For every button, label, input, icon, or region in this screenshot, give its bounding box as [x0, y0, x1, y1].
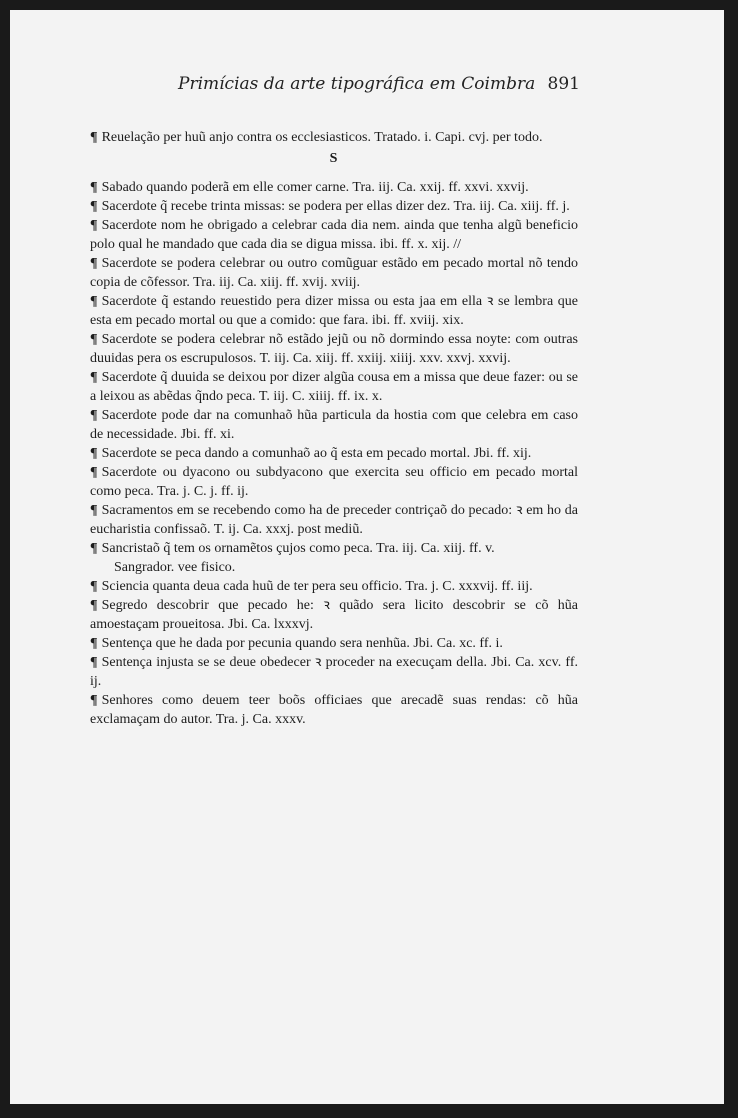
index-entry: [90, 178, 578, 197]
index-entry: [90, 577, 578, 596]
entry-text: Sangrador. vee fisico.: [114, 560, 236, 575]
pilcrow-mark: ¶: [90, 693, 98, 708]
index-entry: [90, 406, 578, 444]
index-entry: [90, 539, 578, 558]
pilcrow-mark: ¶: [90, 598, 98, 613]
index-entry: [90, 292, 578, 330]
entry-text: Sacerdote se podera celebrar ou outro comũguar estãdo em pecado mortal nõ tendo copia de cõfessor. Tra. iij. Ca. xiij. ff. xvij. xviij.: [90, 256, 578, 290]
index-entry: [90, 368, 578, 406]
pilcrow-mark: ¶: [90, 465, 98, 480]
entry-text: Sacerdote q̃ estando reuestido pera dizer missa ou esta jaa em ella ꝛ se lembra que esta em pecado mortal ou que a comido: que fara. ibi. ff. xviij. xix.: [90, 294, 578, 328]
index-entry: [90, 330, 578, 368]
entry-text: Sentença que he dada por pecunia quando sera nenhũa. Jbi. Ca. xc. ff. i.: [101, 636, 503, 651]
index-entry: [90, 254, 578, 292]
entry-text: Segredo descobrir que pecado he: ꝛ quãdo sera licito descobrir se cõ hũa amoestaçam proueitosa. Jbi. Ca. lxxxvj.: [90, 598, 578, 632]
index-entry: [90, 216, 578, 254]
entry-text: Reuelação per huũ anjo contra os ecclesiasticos. Tratado. i. Capi. cvj. per todo.: [101, 130, 543, 145]
index-entry: [90, 128, 578, 147]
entry-text: Sacerdote se peca dando a comunhaõ ao q̃ esta em pecado mortal. Jbi. ff. xij.: [101, 446, 532, 461]
pilcrow-mark: ¶: [90, 655, 98, 670]
entry-text: Sacerdote q̃ duuida se deixou por dizer algũa cousa em a missa que deue fazer: ou se a leixou as abẽdas q̃ndo peca. T. iij. C. xiiij. ff. ix. x.: [90, 370, 578, 404]
entry-text: Sentença injusta se se deue obedecer ꝛ proceder na execuçam della. Jbi. Ca. xcv. ff. ij.: [90, 655, 578, 689]
index-entry: [90, 501, 578, 539]
entry-text: Sciencia quanta deua cada huũ de ter pera seu officio. Tra. j. C. xxxvij. ff. iij.: [101, 579, 533, 594]
book-page: [10, 10, 724, 1104]
page-number: 891: [547, 74, 580, 94]
index-entry: [90, 596, 578, 634]
pilcrow-mark: ¶: [90, 636, 98, 651]
pilcrow-mark: ¶: [90, 408, 98, 423]
pilcrow-mark: ¶: [90, 130, 98, 145]
entry-text: Sabado quando poderã em elle comer carne. Tra. iij. Ca. xxij. ff. xxvi. xxvij.: [101, 180, 529, 195]
index-entry: [90, 558, 578, 577]
running-title: Primícias da arte tipográfica em Coimbra: [178, 74, 536, 94]
entry-text: Senhores como deuem teer boõs officiaes que arecadẽ suas rendas: cõ hũa exclamaçam do autor. Tra. j. Ca. xxxv.: [90, 693, 578, 727]
pilcrow-mark: ¶: [90, 446, 98, 461]
pilcrow-mark: ¶: [90, 256, 98, 271]
pilcrow-mark: ¶: [90, 370, 98, 385]
entry-text: Sacerdote nom he obrigado a celebrar cada dia nem. ainda que tenha algũ beneficio polo qual he mandado que cada dia se digua missa. ibi. ff. x. xij. //: [90, 218, 578, 252]
index-entry: [90, 634, 578, 653]
section-letter: S: [329, 151, 339, 166]
entry-text: Sacerdote se podera celebrar nõ estãdo jejũ ou nõ dormindo essa noyte: com outras duuidas pera os escrupulosos. T. iij. Ca. xiij. ff. xxiij. xiiij. xxv. xxvj. xxvij.: [90, 332, 578, 366]
pilcrow-mark: ¶: [90, 579, 98, 594]
index-entry: [90, 691, 578, 729]
pilcrow-mark: ¶: [90, 541, 98, 556]
entry-text: Sacramentos em se recebendo como ha de preceder contriçaõ do pecado: ꝛ em ho da eucharistia confissaõ. T. ij. Ca. xxxj. post mediũ.: [90, 503, 578, 537]
entry-text: Sancristaõ q̃ tem os ornamẽtos çujos como peca. Tra. iij. Ca. xiij. ff. v.: [101, 541, 495, 556]
pilcrow-mark: ¶: [90, 199, 98, 214]
index-body: [90, 128, 578, 729]
entry-text: Sacerdote q̃ recebe trinta missas: se podera per ellas dizer dez. Tra. iij. Ca. xiij. ff. j.: [101, 199, 570, 214]
index-entry: [90, 653, 578, 691]
index-entry: [90, 444, 578, 463]
index-entry: [90, 463, 578, 501]
entry-text: Sacerdote ou dyacono ou subdyacono que exercita seu officio em pecado mortal como peca. Tra. j. C. j. ff. ij.: [90, 465, 578, 499]
pilcrow-mark: ¶: [90, 332, 98, 347]
entry-text: Sacerdote pode dar na comunhaõ hũa particula da hostia com que celebra em caso de necessidade. Jbi. ff. xi.: [90, 408, 578, 442]
pilcrow-mark: ¶: [90, 294, 98, 309]
pilcrow-mark: ¶: [90, 218, 98, 233]
pilcrow-mark: ¶: [90, 503, 98, 518]
entry-list: [90, 178, 578, 729]
pilcrow-mark: ¶: [90, 180, 98, 195]
index-entry: [90, 197, 578, 216]
page-header: [170, 74, 580, 104]
